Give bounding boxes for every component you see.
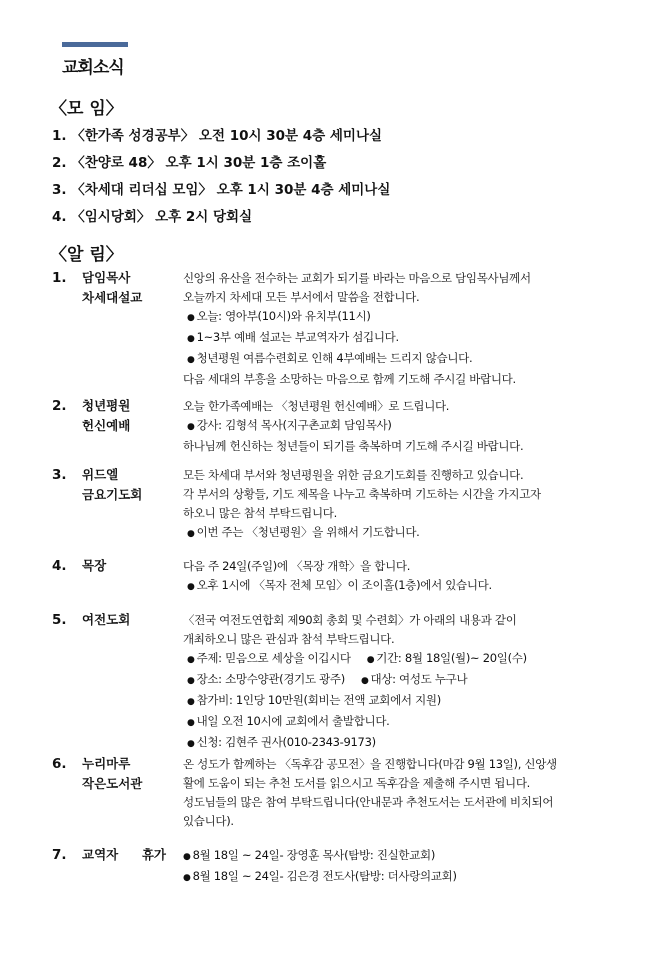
notice-7-body: ● 8월 18일 ~ 24일- 장영훈 목사(탐방: 진실한교회) ● 8월 18일 ~ 24일- 김은경 전도사(탐방: 더사랑의교회) [183,846,603,888]
notice-7-number: 7. [52,847,67,863]
notice-5-body: 〈전국 여전도연합회 제90회 총회 및 수련회〉가 아래의 내용과 같이 개최하오니 많은 관심과 참석 부탁드립니다. ● 주제: 믿음으로 세상을 이깁시다● 기간: 8월 18일(월)~ 20일(수) ● 장소: 소망수양관(경기도 광주)● 대상: 여성도 누구나 ● 참가비: 1인당 10만원(회비는 전액 교회에서 지원) ● 내일 오전 10시에 교회에서 출발합니다. ● 신청: 김현주 권사(010-2343-9173) [183,611,603,754]
notice-4-body: 다음 주 24일(주일)에 〈목장 개학〉을 합니다. ● 오후 1시에 〈목자 전체 모임〉이 조이홀(1층)에서 있습니다. [183,557,603,597]
notice-2-body: 오늘 한가족예배는 〈청년평원 헌신예배〉로 드립니다. ● 강사: 김형석 목사(지구촌교회 담임목사) 하나님께 헌신하는 청년들이 되기를 축복하며 기도해 주시길 바랍니다. [183,397,603,456]
notice-3-title: 위드엘 금요기도회 [82,467,143,502]
notice-6-body: 온 성도가 함께하는 〈독후감 공모전〉을 진행합니다(마감 9월 13일), 신앙생 활에 도움이 되는 추천 도서를 읽으시고 독후감을 제출해 주시면 됩니다. 성도님들의 많은 참여 부탁드립니다(안내문과 추천도서는 도서관에 비치되어 있습니다). [183,757,557,828]
notice-1-title: 담임목사 차세대설교 [82,270,143,305]
notice-4-title: 목장 [82,558,107,573]
notice-3-body: 모든 차세대 부서와 청년평원을 위한 금요기도회를 진행하고 있습니다. 각 부서의 상황들, 기도 제목을 나누고 축복하며 기도하는 시간을 가지고자 하오니 많은 참석 부탁드립니다. ● 이번 주는 〈청년평원〉을 위해서 기도합니다. [183,466,603,544]
notice-1-number: 1. [52,270,67,286]
notice-3-number: 3. [52,467,67,483]
page-title: 교회소식 [62,58,124,78]
notice-7-title: 교역자 휴가 [82,847,166,862]
meeting-item-4: 4. 〈임시당회〉 오후 2시 당회실 [52,209,253,225]
notice-6-title: 누리마루 작은도서관 [82,756,143,791]
notice-5-title: 여전도회 [82,612,131,627]
notice-2-number: 2. [52,398,67,414]
meeting-item-3: 3. 〈차세대 리더십 모임〉 오후 1시 30분 4층 세미나실 [52,182,391,198]
meeting-item-1: 1. 〈한가족 성경공부〉 오전 10시 30분 4층 세미나실 [52,128,383,144]
title-accent-bar [62,42,128,47]
notice-4-number: 4. [52,558,67,574]
notice-2-title: 청년평원 헌신예배 [82,398,131,433]
notices-heading: 〈알 림〉 [50,245,123,265]
meeting-heading: 〈모 임〉 [50,99,123,119]
notice-5-number: 5. [52,612,67,628]
notice-6-number: 6. [52,756,67,772]
notice-1-body: 신앙의 유산을 전수하는 교회가 되기를 바라는 마음으로 담임목사님께서 오늘까지 차세대 모든 부서에서 말씀을 전합니다. ● 오늘: 영아부(10시)와 유치부(11시) ● 1~3부 예배 설교는 부교역자가 섬깁니다. ● 청년평원 여름수련회로 인해 4부예배는 드리지 않습니다. 다음 세대의 부흥을 소망하는 마음으로 함께 기도해 주시길 바랍니다. [183,269,603,389]
meeting-item-2: 2. 〈찬양로 48〉 오후 1시 30분 1층 조이홀 [52,155,327,171]
